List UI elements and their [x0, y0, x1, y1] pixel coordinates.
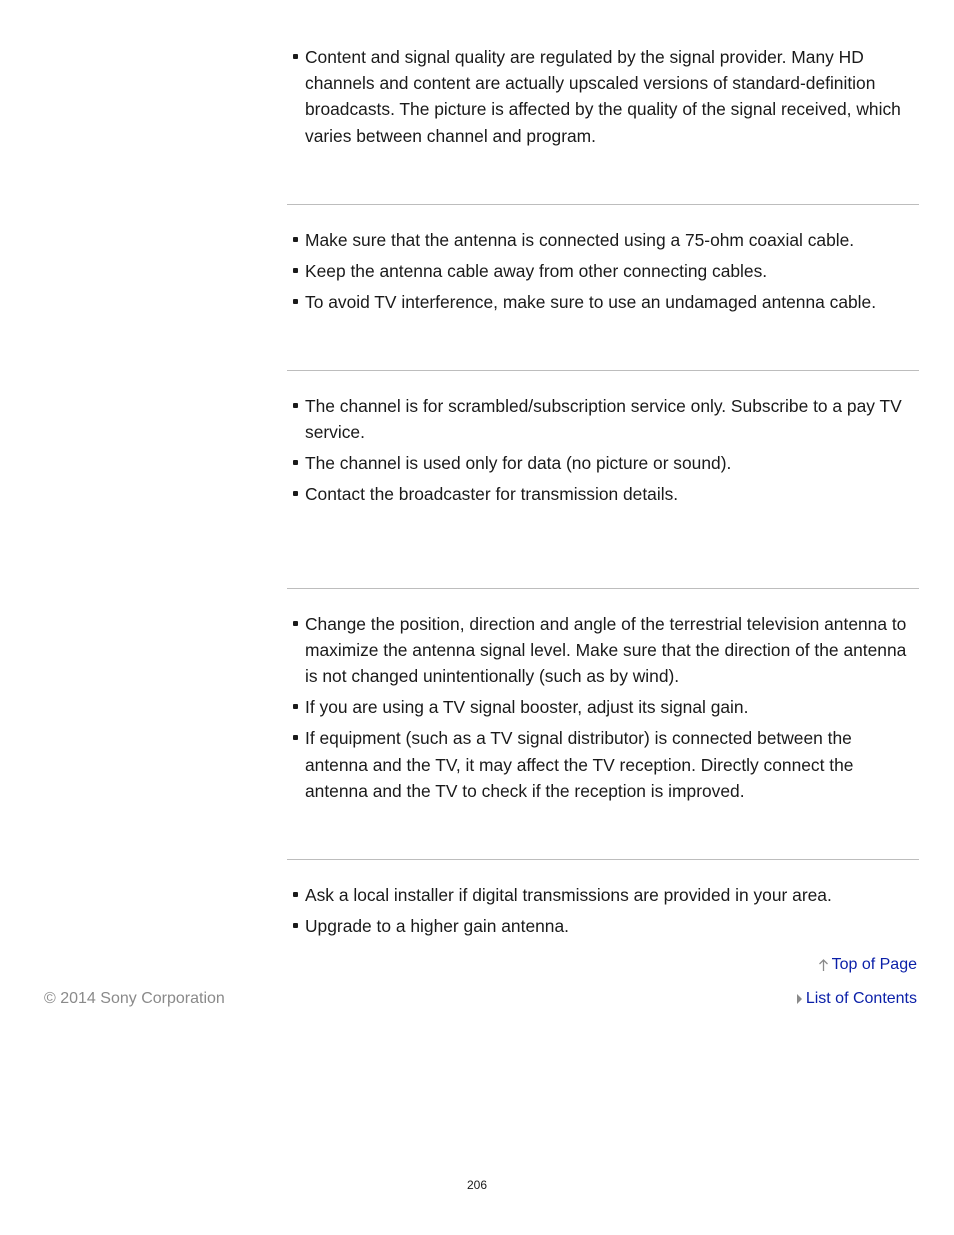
section-channel-service: [287, 393, 919, 512]
list-item: [287, 725, 919, 804]
bullet-icon: [293, 299, 298, 304]
list-item-text: Content and signal quality are regulated by the signal provider. Many HD channels and content are actually upscaled versions of standard-definition broadcasts. The picture is affected by the quality of the signal received, which varies between channel and program.: [305, 47, 901, 146]
bullet-icon: [293, 460, 298, 465]
section-antenna-cable: [287, 227, 919, 320]
right-triangle-icon: [796, 993, 803, 1005]
list-item: [287, 289, 919, 315]
bullet-icon: [293, 892, 298, 897]
divider: [287, 370, 919, 371]
list-item-text: If equipment (such as a TV signal distributor) is connected between the antenna and the TV, it may affect the TV reception. Directly connect the antenna and the TV to check if the reception is improved.: [305, 728, 854, 801]
list-item-text: Ask a local installer if digital transmissions are provided in your area.: [305, 885, 832, 905]
list-item-text: Keep the antenna cable away from other connecting cables.: [305, 261, 768, 281]
list-item-text: To avoid TV interference, make sure to use an undamaged antenna cable.: [305, 292, 877, 312]
bullet-icon: [293, 923, 298, 928]
list-item-text: Make sure that the antenna is connected using a 75-ohm coaxial cable.: [305, 230, 855, 250]
section-digital-transmission: [287, 882, 919, 944]
list-item: [287, 450, 919, 476]
list-item: [287, 694, 919, 720]
list-item: [287, 393, 919, 445]
list-item-text: Change the position, direction and angle of the terrestrial television antenna to maximize the antenna signal level. Make sure that the direction of the antenna is not changed unintentionally (such as by wind).: [305, 614, 907, 687]
list-item: [287, 227, 919, 253]
list-item: [287, 913, 919, 939]
divider: [287, 204, 919, 205]
list-item-text: Contact the broadcaster for transmission details.: [305, 484, 679, 505]
list-item: [287, 44, 919, 149]
bullet-list: [287, 611, 919, 804]
bullet-icon: [293, 54, 298, 59]
list-item: [287, 882, 919, 908]
bullet-icon: [293, 268, 298, 273]
list-item-text: If you are using a TV signal booster, adjust its signal gain.: [305, 697, 749, 718]
page-number: 206: [466, 1178, 488, 1192]
bullet-list: [287, 227, 919, 315]
list-item: [287, 611, 919, 690]
bullet-list: [287, 882, 919, 939]
divider: [287, 859, 919, 860]
top-of-page-link[interactable]: [818, 956, 917, 974]
list-item: [287, 258, 919, 284]
bullet-icon: [293, 735, 298, 740]
list-of-contents-label: List of Contents: [805, 990, 917, 1007]
list-item-text: The channel is for scrambled/subscription service only. Subscribe to a pay TV service.: [305, 396, 902, 443]
bullet-icon: [293, 491, 298, 496]
bullet-icon: [293, 237, 298, 242]
bullet-list: [287, 393, 919, 507]
bullet-icon: [293, 621, 298, 626]
copyright: © 2014 Sony Corporation: [44, 990, 225, 1007]
divider: [287, 588, 919, 589]
list-item-text: The channel is used only for data (no picture or sound).: [305, 453, 732, 474]
bullet-icon: [293, 403, 298, 408]
up-arrow-icon: [818, 958, 829, 972]
bullet-list: [287, 44, 919, 149]
list-item: [287, 481, 919, 507]
list-item-text: Upgrade to a higher gain antenna.: [305, 916, 569, 936]
list-of-contents-link[interactable]: [796, 990, 917, 1008]
top-of-page-label: Top of Page: [831, 956, 917, 973]
section-signal-quality: [287, 44, 919, 154]
section-antenna-position: [287, 611, 919, 809]
bullet-icon: [293, 704, 298, 709]
